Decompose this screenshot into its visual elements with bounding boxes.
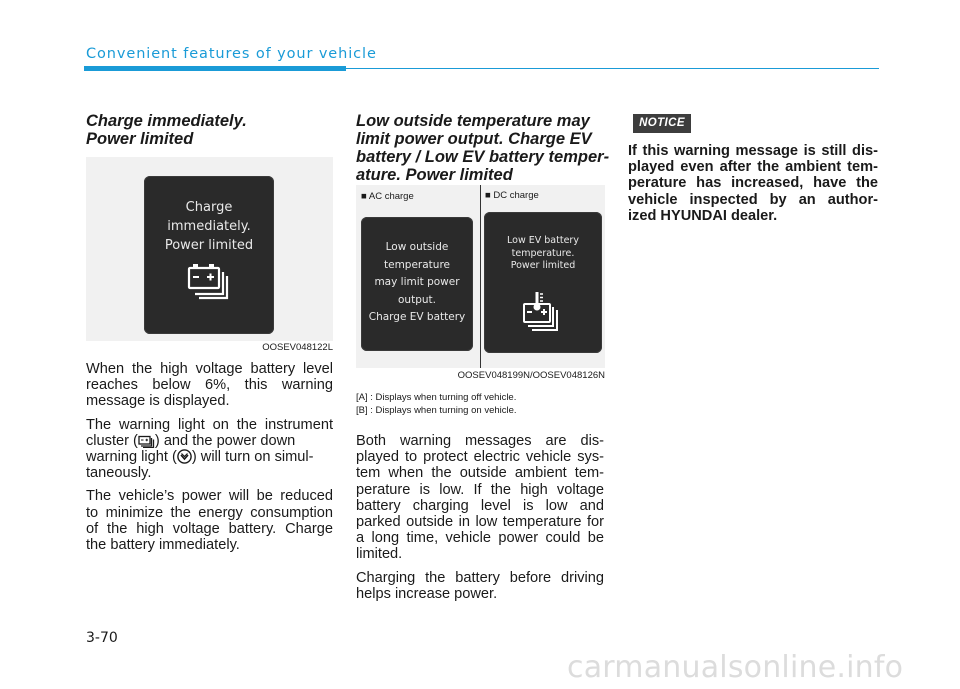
cluster-display <box>144 176 274 334</box>
notice-badge: NOTICE <box>633 114 691 133</box>
paragraph: Charging the battery before driving helps increase power. <box>356 569 604 602</box>
left-body <box>86 361 333 560</box>
ac-charge-label: ■ AC charge <box>361 191 414 202</box>
dc-display-message: Low EV battery temperature. Power limited <box>507 235 579 271</box>
heading-line: battery / Low EV battery temper- <box>356 148 610 166</box>
page-number: 3-70 <box>86 630 118 646</box>
paragraph: When the high voltage battery level reaches below 6%, this warning message is displayed. <box>86 361 333 410</box>
heading-line: Power limited <box>86 130 194 148</box>
figure-code: OOSEV048122L <box>262 342 333 353</box>
paragraph: Both warning messages are dis- played to protect electric vehicle sys- tem when the outside ambient tem- perature is low. If the high voltage battery charging level is low and parked outside in low temperature for a long time, vehicle power could be limited. <box>356 433 604 563</box>
battery-warning-icon <box>187 262 233 300</box>
power-down-icon <box>177 449 192 464</box>
figure-divider <box>480 185 481 368</box>
middle-body <box>356 433 604 609</box>
figure-low-temperature <box>356 185 605 368</box>
header-rule <box>346 68 879 69</box>
battery-warning-icon <box>138 434 155 448</box>
dc-charge-label: ■ DC charge <box>485 190 539 201</box>
section-title: Convenient features of your vehicle <box>86 46 377 62</box>
heading-line: limit power output. Charge EV <box>356 130 592 148</box>
display-message: Charge immediately. Power limited <box>164 200 254 253</box>
ac-display-message: Low outside temperature may limit power output. Charge EV battery <box>368 241 466 323</box>
dc-cluster-display <box>484 212 602 353</box>
figure-code: OOSEV048199N/OOSEV048126N <box>457 370 605 381</box>
heading-line: Charge immediately. <box>86 112 247 130</box>
paragraph: The warning light on the instrument cluster ( ) and the power down warning light ( ) will turn on simul- taneously. <box>86 416 333 482</box>
section-title-bar <box>84 66 346 71</box>
paragraph: The vehicle’s power will be reduced to minimize the energy consumption of the high voltage battery. Charge the battery immediately. <box>86 488 333 554</box>
figure-charge-immediately <box>86 157 333 341</box>
ac-cluster-display <box>361 217 473 351</box>
heading-line: ature. Power limited <box>356 166 513 184</box>
heading-low-outside-temperature <box>356 112 609 184</box>
heading-line: Low outside temperature may <box>356 112 590 130</box>
figure-notes <box>356 391 517 417</box>
notice-text: If this warning message is still dis- played even after the ambient tem- perature has increased, have the vehicle inspected by an author- ized HYUNDAI dealer. <box>628 143 878 224</box>
heading-charge-immediately <box>86 112 247 148</box>
note-a: [A] : Displays when turning off vehicle. <box>356 392 517 403</box>
watermark: carmanualsonline.info <box>567 650 904 685</box>
note-b: [B] : Displays when turning on vehicle. <box>356 405 517 416</box>
battery-temperature-icon <box>522 290 564 334</box>
